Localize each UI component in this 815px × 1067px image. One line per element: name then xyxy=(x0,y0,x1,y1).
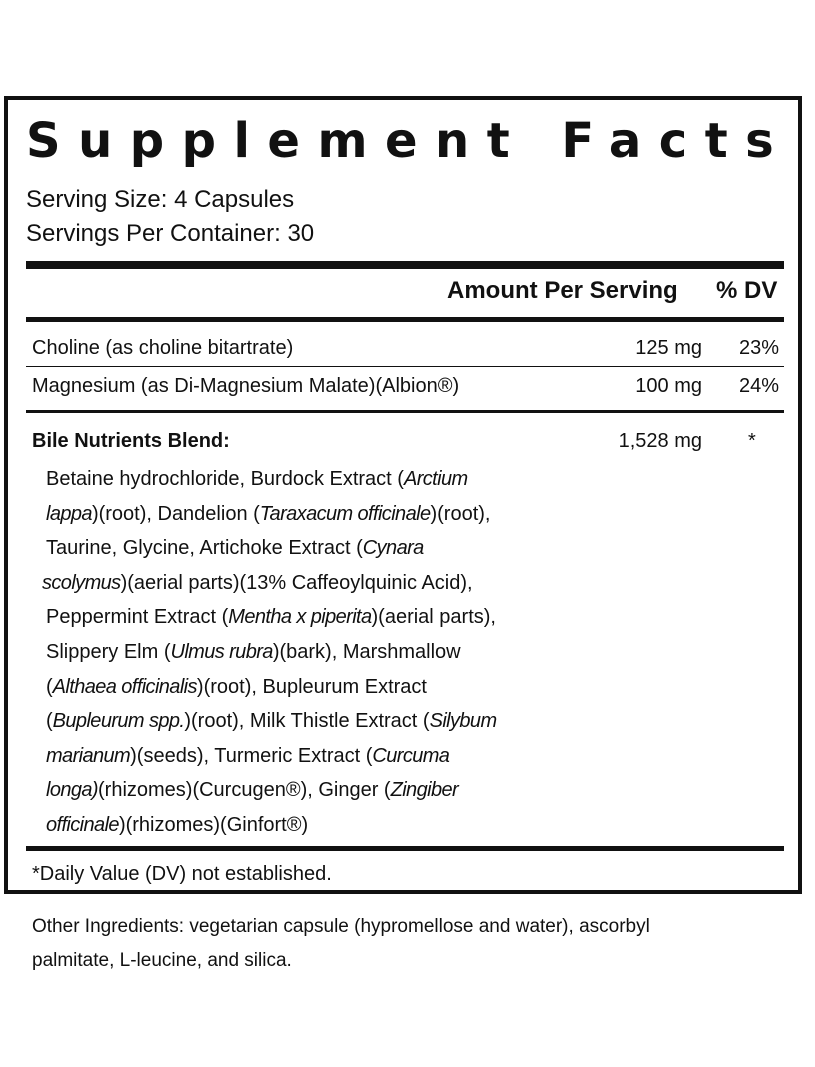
blend-ingredient-line: longa)(rhizomes)(Curcugen®), Ginger (Zingiber xyxy=(46,779,459,802)
blend-ingredient-line: Peppermint Extract (Mentha x piperita)(aerial parts), xyxy=(46,606,496,629)
dv-footnote: *Daily Value (DV) not established. xyxy=(32,863,332,885)
nutrient-dv: 23% xyxy=(738,337,779,359)
nutrient-name: Choline (as choline bitartrate) xyxy=(32,337,294,359)
blend-ingredient-line: marianum)(seeds), Turmeric Extract (Curcuma xyxy=(46,744,450,767)
blend-ingredient-line: Taurine, Glycine, Artichoke Extract (Cynara xyxy=(46,537,424,560)
blend-ingredient-line: lappa)(root), Dandelion (Taraxacum officinale)(root), xyxy=(46,502,491,525)
serving-size: Serving Size: 4 Capsules xyxy=(26,186,295,213)
footnote-divider xyxy=(26,846,784,851)
blend-dv: * xyxy=(748,430,756,452)
header-divider xyxy=(26,317,784,322)
blend-ingredients xyxy=(42,462,586,843)
other-ingredients xyxy=(32,910,772,978)
panel-title: Supplement Facts xyxy=(26,113,792,169)
blend-ingredient-line: (Bupleurum spp.)(root), Milk Thistle Extract (Silybum xyxy=(46,710,497,733)
blend-ingredient-line: (Althaea officinalis)(root), Bupleurum Extract xyxy=(46,675,427,698)
blend-divider xyxy=(26,410,784,413)
blend-ingredient-line: officinale)(rhizomes)(Ginfort®) xyxy=(46,813,309,836)
blend-amount: 1,528 mg xyxy=(618,430,702,452)
thick-divider xyxy=(26,261,784,269)
amount-per-serving-header: Amount Per Serving xyxy=(447,277,678,304)
blend-ingredient-line: Slippery Elm (Ulmus rubra)(bark), Marshmallow xyxy=(46,640,461,663)
servings-per-container: Servings Per Container: 30 xyxy=(26,220,315,247)
nutrient-amount: 125 mg xyxy=(635,337,702,359)
nutrient-dv: 24% xyxy=(738,375,779,397)
blend-ingredient-line: scolymus)(aerial parts)(13% Caffeoylquinic Acid), xyxy=(42,571,473,594)
blend-ingredient-line: Betaine hydrochloride, Burdock Extract (Arctium xyxy=(46,468,468,490)
nutrient-name: Magnesium (as Di-Magnesium Malate)(Albion®) xyxy=(32,375,460,397)
dv-header: % DV xyxy=(716,277,778,304)
other-ingredients-line: Other Ingredients: vegetarian capsule (hypromellose and water), ascorbyl xyxy=(32,916,650,937)
nutrient-amount: 100 mg xyxy=(635,375,702,397)
other-ingredients-line: palmitate, L-leucine, and silica. xyxy=(32,950,292,971)
row-divider xyxy=(26,366,784,367)
blend-name: Bile Nutrients Blend: xyxy=(32,430,230,452)
